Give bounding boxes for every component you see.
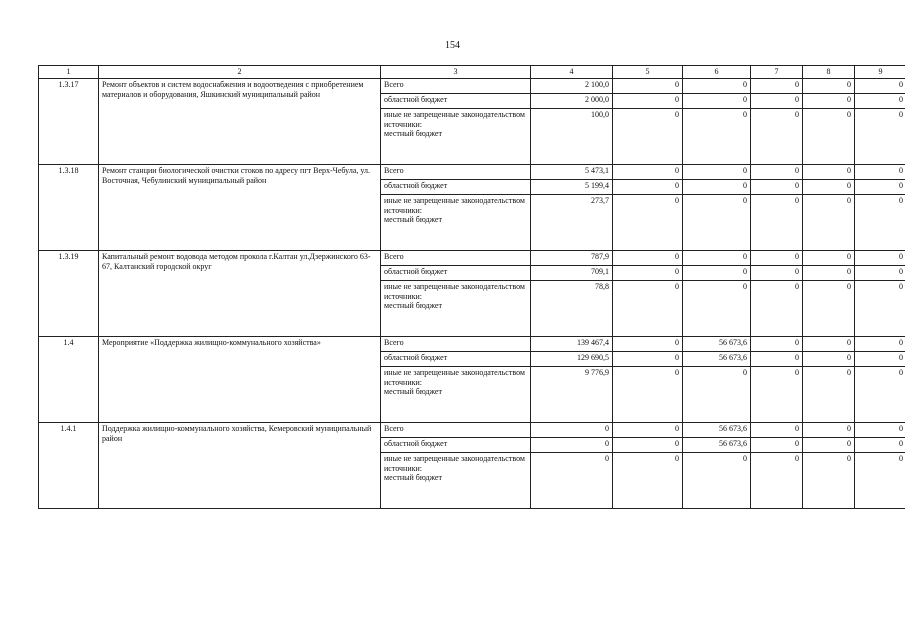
value-cell: 0 <box>683 94 751 109</box>
value-cell: 0 <box>613 423 683 438</box>
value-cell: 0 <box>751 352 803 367</box>
value-cell: 0 <box>613 94 683 109</box>
value-cell: 0 <box>803 423 855 438</box>
value-cell: 0 <box>613 367 683 423</box>
value-cell: 0 <box>613 352 683 367</box>
value-cell: 0 <box>855 251 905 266</box>
value-cell: 0 <box>855 281 905 337</box>
value-cell: 0 <box>803 367 855 423</box>
value-cell: 0 <box>613 251 683 266</box>
value-cell: 56 673,6 <box>683 352 751 367</box>
value-cell: 5 199,4 <box>531 180 613 195</box>
value-cell: 0 <box>531 453 613 509</box>
value-cell: 0 <box>855 195 905 251</box>
column-header: 3 <box>381 66 531 79</box>
value-cell: 787,9 <box>531 251 613 266</box>
row-label-other-local <box>381 109 531 165</box>
row-label-other: иные не запрещенные законодательством источники: <box>384 368 525 387</box>
value-cell: 0 <box>613 79 683 94</box>
row-label-total: Всего <box>381 337 531 352</box>
value-cell: 0 <box>803 195 855 251</box>
value-cell: 0 <box>751 109 803 165</box>
value-cell: 0 <box>751 367 803 423</box>
value-cell: 273,7 <box>531 195 613 251</box>
value-cell: 9 776,9 <box>531 367 613 423</box>
row-label-other: иные не запрещенные законодательством источники: <box>384 454 525 473</box>
value-cell: 0 <box>803 438 855 453</box>
item-code: 1.3.18 <box>39 165 99 251</box>
value-cell: 0 <box>531 423 613 438</box>
value-cell: 709,1 <box>531 266 613 281</box>
table-row-total <box>39 423 905 438</box>
value-cell: 0 <box>855 165 905 180</box>
value-cell: 0 <box>803 281 855 337</box>
value-cell: 0 <box>751 165 803 180</box>
value-cell: 0 <box>751 79 803 94</box>
row-label-regional: областной бюджет <box>381 94 531 109</box>
row-label-other-local <box>381 367 531 423</box>
value-cell: 56 673,6 <box>683 438 751 453</box>
value-cell: 0 <box>683 251 751 266</box>
item-name: Ремонт объектов и систем водоснабжения и водоотведения с приобретением материалов и оборудования, Яшкинский муниципальный район <box>99 79 381 165</box>
value-cell: 0 <box>613 438 683 453</box>
item-name: Поддержка жилищно-коммунального хозяйства, Кемеровский муниципальный район <box>99 423 381 509</box>
row-label-other-local <box>381 195 531 251</box>
row-label-other: иные не запрещенные законодательством источники: <box>384 110 525 129</box>
table-row-total <box>39 165 905 180</box>
value-cell: 0 <box>803 352 855 367</box>
row-label-local: местный бюджет <box>384 215 442 224</box>
row-label-other-local <box>381 281 531 337</box>
value-cell: 5 473,1 <box>531 165 613 180</box>
value-cell: 0 <box>751 281 803 337</box>
value-cell: 0 <box>803 79 855 94</box>
value-cell: 0 <box>683 453 751 509</box>
value-cell: 129 690,5 <box>531 352 613 367</box>
value-cell: 0 <box>803 266 855 281</box>
value-cell: 0 <box>855 109 905 165</box>
value-cell: 0 <box>613 266 683 281</box>
value-cell: 0 <box>855 438 905 453</box>
row-label-regional: областной бюджет <box>381 266 531 281</box>
row-label-total: Всего <box>381 79 531 94</box>
value-cell: 0 <box>683 281 751 337</box>
item-code: 1.3.17 <box>39 79 99 165</box>
value-cell: 2 100,0 <box>531 79 613 94</box>
column-header: 7 <box>751 66 803 79</box>
value-cell: 56 673,6 <box>683 337 751 352</box>
column-header: 8 <box>803 66 855 79</box>
value-cell: 0 <box>803 251 855 266</box>
value-cell: 0 <box>531 438 613 453</box>
row-label-total: Всего <box>381 251 531 266</box>
value-cell: 0 <box>751 94 803 109</box>
value-cell: 0 <box>855 337 905 352</box>
value-cell: 0 <box>683 195 751 251</box>
value-cell: 0 <box>855 180 905 195</box>
value-cell: 0 <box>751 180 803 195</box>
value-cell: 0 <box>683 367 751 423</box>
value-cell: 0 <box>613 195 683 251</box>
table-row-total <box>39 251 905 266</box>
value-cell: 0 <box>855 423 905 438</box>
item-name: Капитальный ремонт водовода методом прокола г.Калтан ул.Дзержинского 63-67, Калтанский городской округ <box>99 251 381 337</box>
row-label-other-local <box>381 453 531 509</box>
row-label-other: иные не запрещенные законодательством источники: <box>384 196 525 215</box>
value-cell: 0 <box>751 195 803 251</box>
value-cell: 0 <box>683 109 751 165</box>
column-header: 9 <box>855 66 905 79</box>
value-cell: 0 <box>751 453 803 509</box>
row-label-local: местный бюджет <box>384 301 442 310</box>
value-cell: 0 <box>613 281 683 337</box>
value-cell: 0 <box>855 453 905 509</box>
value-cell: 0 <box>751 423 803 438</box>
value-cell: 0 <box>855 94 905 109</box>
value-cell: 2 000,0 <box>531 94 613 109</box>
value-cell: 0 <box>613 453 683 509</box>
value-cell: 0 <box>683 266 751 281</box>
value-cell: 0 <box>751 251 803 266</box>
item-code: 1.4.1 <box>39 423 99 509</box>
item-code: 1.4 <box>39 337 99 423</box>
column-header: 6 <box>683 66 751 79</box>
value-cell: 0 <box>751 337 803 352</box>
value-cell: 0 <box>683 180 751 195</box>
row-label-total: Всего <box>381 423 531 438</box>
value-cell: 0 <box>613 109 683 165</box>
row-label-other: иные не запрещенные законодательством источники: <box>384 282 525 301</box>
row-label-local: местный бюджет <box>384 387 442 396</box>
row-label-total: Всего <box>381 165 531 180</box>
value-cell: 78,8 <box>531 281 613 337</box>
value-cell: 0 <box>855 79 905 94</box>
row-label-local: местный бюджет <box>384 129 442 138</box>
value-cell: 0 <box>803 94 855 109</box>
value-cell: 56 673,6 <box>683 423 751 438</box>
row-label-local: местный бюджет <box>384 473 442 482</box>
value-cell: 0 <box>613 180 683 195</box>
value-cell: 0 <box>683 165 751 180</box>
value-cell: 100,0 <box>531 109 613 165</box>
value-cell: 0 <box>751 266 803 281</box>
table-row-total <box>39 79 905 94</box>
value-cell: 0 <box>803 109 855 165</box>
value-cell: 0 <box>613 337 683 352</box>
value-cell: 0 <box>803 165 855 180</box>
column-header: 5 <box>613 66 683 79</box>
value-cell: 0 <box>803 180 855 195</box>
item-code: 1.3.19 <box>39 251 99 337</box>
table-row-total <box>39 337 905 352</box>
value-cell: 0 <box>855 367 905 423</box>
column-number-row <box>39 66 905 79</box>
budget-table <box>38 65 905 509</box>
row-label-regional: областной бюджет <box>381 180 531 195</box>
column-header: 4 <box>531 66 613 79</box>
column-header: 1 <box>39 66 99 79</box>
value-cell: 0 <box>855 352 905 367</box>
value-cell: 0 <box>855 266 905 281</box>
value-cell: 0 <box>803 337 855 352</box>
value-cell: 139 467,4 <box>531 337 613 352</box>
value-cell: 0 <box>803 453 855 509</box>
value-cell: 0 <box>613 165 683 180</box>
value-cell: 0 <box>683 79 751 94</box>
value-cell: 0 <box>751 438 803 453</box>
item-name: Мероприятие «Поддержка жилищно-коммунального хозяйства» <box>99 337 381 423</box>
row-label-regional: областной бюджет <box>381 352 531 367</box>
page-number: 154 <box>445 40 460 51</box>
row-label-regional: областной бюджет <box>381 438 531 453</box>
column-header: 2 <box>99 66 381 79</box>
item-name: Ремонт станции биологической очистки стоков по адресу пгт Верх-Чебула, ул. Восточная, Чебулинский муниципальный район <box>99 165 381 251</box>
